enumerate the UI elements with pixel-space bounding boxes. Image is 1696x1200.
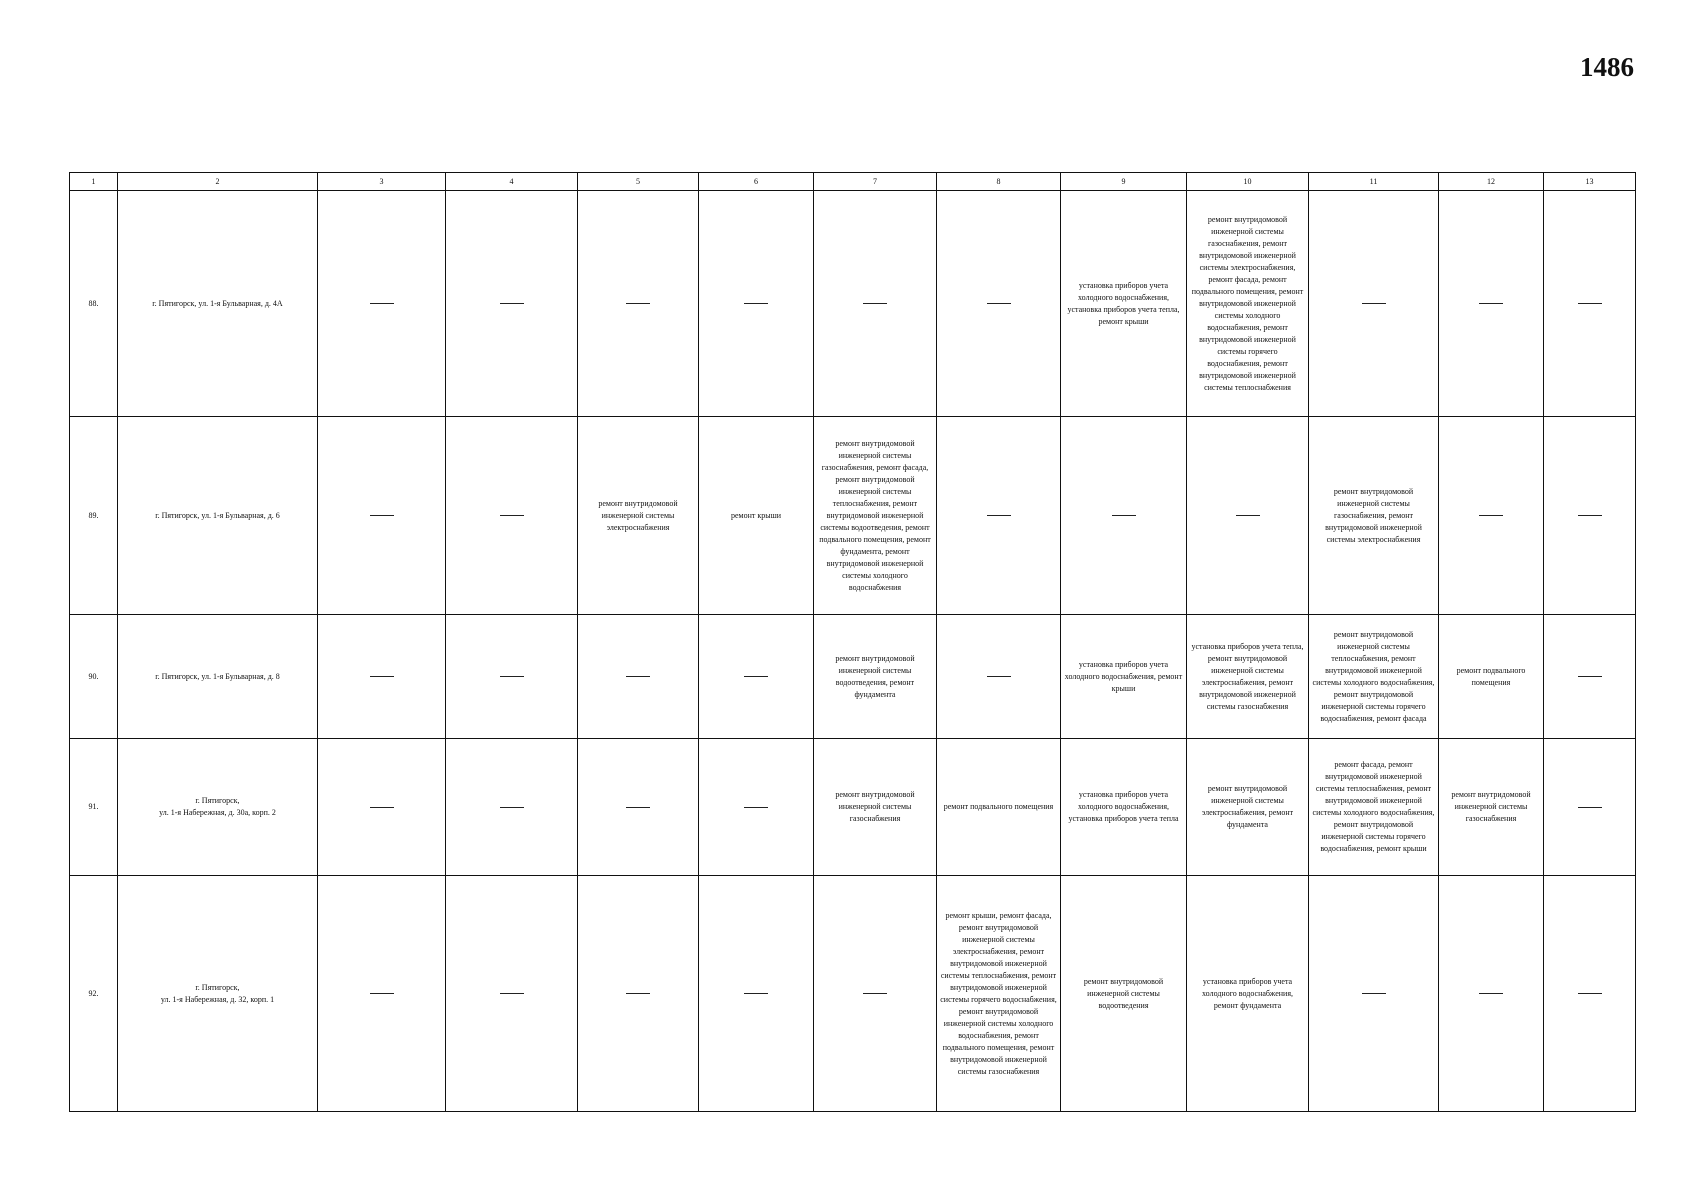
empty-cell [578,191,699,417]
work-description-cell: ремонт внутридомовой инженерной системы газоснабжения, ремонт внутридомовой инженерной системы электроснабжения [1309,417,1439,615]
dash-mark [500,807,524,808]
dash-mark [744,676,768,677]
work-description-cell: установка приборов учета холодного водоснабжения, установка приборов учета тепла [1061,739,1187,876]
row-number: 91. [70,739,118,876]
row-number: 89. [70,417,118,615]
empty-cell [937,191,1061,417]
address-line: ул. 1-я Набережная, д. 32, корп. 1 [160,994,275,1004]
dash-mark [1578,993,1602,994]
dash-mark [1578,807,1602,808]
empty-cell [699,191,814,417]
empty-cell [446,417,578,615]
empty-cell [318,191,446,417]
empty-cell [1544,739,1636,876]
page-number: 1486 [1580,52,1634,82]
empty-cell [318,739,446,876]
dash-mark [370,676,394,677]
dash-mark [1362,993,1386,994]
dash-mark [370,515,394,516]
dash-mark [370,807,394,808]
dash-mark [626,807,650,808]
address-cell [118,417,318,615]
empty-cell [446,876,578,1112]
work-description-cell: ремонт фасада, ремонт внутридомовой инженерной системы теплоснабжения, ремонт внутридомовой инженерной системы холодного водоснабжения, ремонт внутридомовой инженерной системы горячего водоснабжения, ремонт крыши [1309,739,1439,876]
empty-cell [1439,191,1544,417]
work-description-cell: ремонт внутридомовой инженерной системы водоотведения, ремонт фундамента [814,615,937,739]
empty-cell [937,615,1061,739]
work-description-cell: ремонт крыши [699,417,814,615]
column-number: 11 [1309,173,1439,191]
work-description-cell: установка приборов учета холодного водоснабжения, установка приборов учета тепла, ремонт крыши [1061,191,1187,417]
column-number: 5 [578,173,699,191]
empty-cell [1544,191,1636,417]
dash-mark [1578,676,1602,677]
column-number: 13 [1544,173,1636,191]
table-row [70,191,1636,417]
column-number: 4 [446,173,578,191]
work-description-cell: ремонт внутридомовой инженерной системы газоснабжения, ремонт внутридомовой инженерной системы электроснабжения, ремонт фасада, ремонт подвального помещения, ремонт внутридомовой инженерной системы холодного водоснабжения, ремонт внутридомовой инженерной системы горячего водоснабжения, ремонт внутридомовой инженерной системы теплоснабжения [1187,191,1309,417]
row-number: 90. [70,615,118,739]
empty-cell [578,876,699,1112]
empty-cell [1309,876,1439,1112]
dash-mark [626,303,650,304]
empty-cell [318,615,446,739]
dash-mark [744,807,768,808]
table-row [70,615,1636,739]
address-line: г. Пятигорск, ул. 1-я Бульварная, д. 4А [152,298,283,308]
dash-mark [370,303,394,304]
empty-cell [1544,615,1636,739]
address-cell [118,191,318,417]
work-description-cell: ремонт внутридомовой инженерной системы электроснабжения, ремонт фундамента [1187,739,1309,876]
dash-mark [744,303,768,304]
work-description-cell: установка приборов учета холодного водоснабжения, ремонт фундамента [1187,876,1309,1112]
table-row [70,417,1636,615]
column-number: 2 [118,173,318,191]
address-cell [118,739,318,876]
row-number: 88. [70,191,118,417]
address-line: г. Пятигорск, [195,796,240,805]
repair-schedule-table [69,172,1636,1112]
dash-mark [626,993,650,994]
work-description-cell: ремонт внутридомовой инженерной системы газоснабжения [814,739,937,876]
empty-cell [1544,417,1636,615]
work-description-cell: ремонт подвального помещения [1439,615,1544,739]
column-number: 1 [70,173,118,191]
dash-mark [1236,515,1260,516]
dash-mark [500,515,524,516]
dash-mark [744,993,768,994]
work-description-cell: ремонт внутридомовой инженерной системы газоснабжения [1439,739,1544,876]
column-number: 12 [1439,173,1544,191]
column-number: 10 [1187,173,1309,191]
empty-cell [699,876,814,1112]
column-number: 9 [1061,173,1187,191]
address-line: г. Пятигорск, [195,982,240,992]
empty-cell [1309,191,1439,417]
empty-cell [1544,876,1636,1112]
row-number: 92. [70,876,118,1112]
dash-mark [370,993,394,994]
dash-mark [1112,515,1136,516]
column-number: 6 [699,173,814,191]
work-description-cell: установка приборов учета тепла, ремонт внутридомовой инженерной системы электроснабжения, ремонт внутридомовой инженерной системы газоснабжения [1187,615,1309,739]
dash-mark [1479,303,1503,304]
dash-mark [500,993,524,994]
work-description-cell: ремонт внутридомовой инженерной системы водоотведения [1061,876,1187,1112]
address-line: ул. 1-я Набережная, д. 30а, корп. 2 [159,808,276,817]
empty-cell [699,615,814,739]
work-description-cell: ремонт внутридомовой инженерной системы газоснабжения, ремонт фасада, ремонт внутридомовой инженерной системы теплоснабжения, ремонт внутридомовой инженерной системы водоотведения, ремонт подвального помещения, ремонт фундамента, ремонт внутридомовой инженерной системы холодного водоснабжения [814,417,937,615]
dash-mark [500,303,524,304]
column-number: 7 [814,173,937,191]
work-description-cell: установка приборов учета холодного водоснабжения, ремонт крыши [1061,615,1187,739]
empty-cell [318,876,446,1112]
column-number-row [70,173,1636,191]
empty-cell [446,739,578,876]
empty-cell [578,739,699,876]
dash-mark [863,993,887,994]
table-row [70,739,1636,876]
empty-cell [1439,876,1544,1112]
empty-cell [318,417,446,615]
address-cell [118,876,318,1112]
dash-mark [1362,303,1386,304]
dash-mark [863,303,887,304]
empty-cell [446,191,578,417]
dash-mark [1578,303,1602,304]
empty-cell [578,615,699,739]
work-description-cell: ремонт крыши, ремонт фасада, ремонт внутридомовой инженерной системы электроснабжения, ремонт внутридомовой инженерной системы теплоснабжения, ремонт внутридомовой инженерной системы горячего водоснабжения, ремонт внутридомовой инженерной системы холодного водоснабжения, ремонт подвального помещения, ремонт внутридомовой инженерной системы газоснабжения [937,876,1061,1112]
column-number: 3 [318,173,446,191]
dash-mark [1479,993,1503,994]
dash-mark [987,676,1011,677]
dash-mark [1479,515,1503,516]
empty-cell [1439,417,1544,615]
empty-cell [1187,417,1309,615]
work-description-cell: ремонт внутридомовой инженерной системы теплоснабжения, ремонт внутридомовой инженерной системы холодного водоснабжения, ремонт внутридомовой инженерной системы горячего водоснабжения, ремонт фасада [1309,615,1439,739]
empty-cell [446,615,578,739]
empty-cell [814,191,937,417]
dash-mark [1578,515,1602,516]
dash-mark [987,303,1011,304]
dash-mark [987,515,1011,516]
column-number: 8 [937,173,1061,191]
empty-cell [699,739,814,876]
empty-cell [814,876,937,1112]
empty-cell [1061,417,1187,615]
address-line: г. Пятигорск, ул. 1-я Бульварная, д. 6 [155,510,280,520]
table-row [70,876,1636,1112]
work-description-cell: ремонт подвального помещения [937,739,1061,876]
address-cell [118,615,318,739]
dash-mark [626,676,650,677]
work-description-cell: ремонт внутридомовой инженерной системы электроснабжения [578,417,699,615]
address-line: г. Пятигорск, ул. 1-я Бульварная, д. 8 [155,671,280,681]
empty-cell [937,417,1061,615]
dash-mark [500,676,524,677]
